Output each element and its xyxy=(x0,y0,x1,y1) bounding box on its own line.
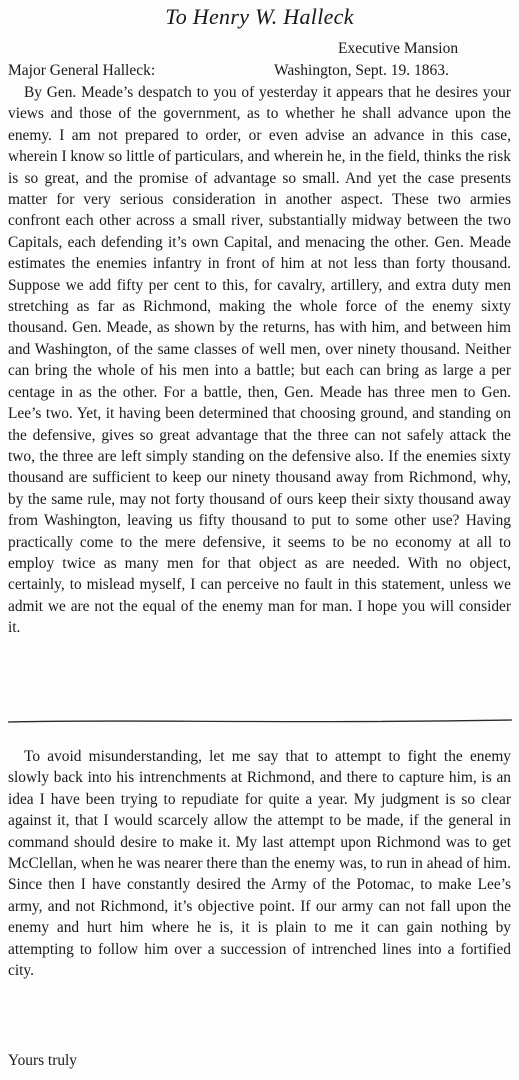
paragraph-1: By Gen. Meade’s despatch to you of yesterday it appears that he desires your views and those of the government, as to whether he shall advance upon the enemy. I am not prepared to order, or even advise an advance in this case, wherein I know so little of particulars, and wherein he, in the field, thinks the risk is so great, and the promise of advantage so small. And yet the case presents matter for very serious consideration in another aspect. These two armies confront each other across a small river, substantially midway between the two Capitals, each defending it’s own Capital, and menacing the other. Gen. Meade estimates the enemies infantry in front of him at not less than forty thousand. Suppose we add fifty per cent to this, for cavalry, artillery, and extra duty men stretching as far as Richmond, making the whole force of the enemy sixty thousand. Gen. Meade, as shown by the returns, has with him, and between him and Washington, of the same classes of well men, over ninety thousand. Neither can bring the whole of his men into a battle; but each can bring as large a per centage in as the other. For a battle, then, Gen. Meade has three men to Gen. Lee’s two. Yet, it having been determined that choosing ground, and standing on the defensive, gives so great advantage that the three can not safely attack the two, the three are left simply standing on the defensive also. If the enemies sixty thousand are sufficient to keep our ninety thousand away from Richmond, why, by the same rule, may not forty thousand of ours keep their sixty thousand away from Washington, leaving us fifty thousand to put to some other use? Having practically come to the mere defensive, it seems to be no economy at all to employ twice as many men for that object as are needed. With no object, certainly, to mislead myself, I can perceive no fault in this statement, unless we admit we are not the equal of the enemy man for man. I hope you will consider it. xyxy=(8,84,511,637)
place-date: Washington, Sept. 19. 1863. xyxy=(274,62,449,79)
paragraph-2: To avoid misunderstanding, let me say that to attempt to fight the enemy slowly back into his intrenchments at Richmond, and there to capture him, is an idea I have been trying to repudiate for quite a year. My judgment is so clear against it, that I would scarcely allow the attempt to be made, if the general in command should desire to make it. My last attempt upon Richmond was to get McClellan, when he was nearer there than the enemy was, to run in ahead of him. Since then I have constantly desired the Army of the Potomac, to make Lee’s army, and not Richmond, it’s objective point. If our army can not fall upon the enemy and hurt him where he is, it is plain to me it can gain nothing by attempting to follow him over a succession of intrenched lines into a fortified city. xyxy=(8,748,511,980)
page-title: To Henry W. Halleck xyxy=(165,4,354,29)
salutation: Major General Halleck: xyxy=(8,62,156,79)
handwritten-underline-mark xyxy=(6,716,514,726)
closing: Yours truly xyxy=(8,1052,77,1069)
location-heading: Executive Mansion xyxy=(338,40,459,57)
